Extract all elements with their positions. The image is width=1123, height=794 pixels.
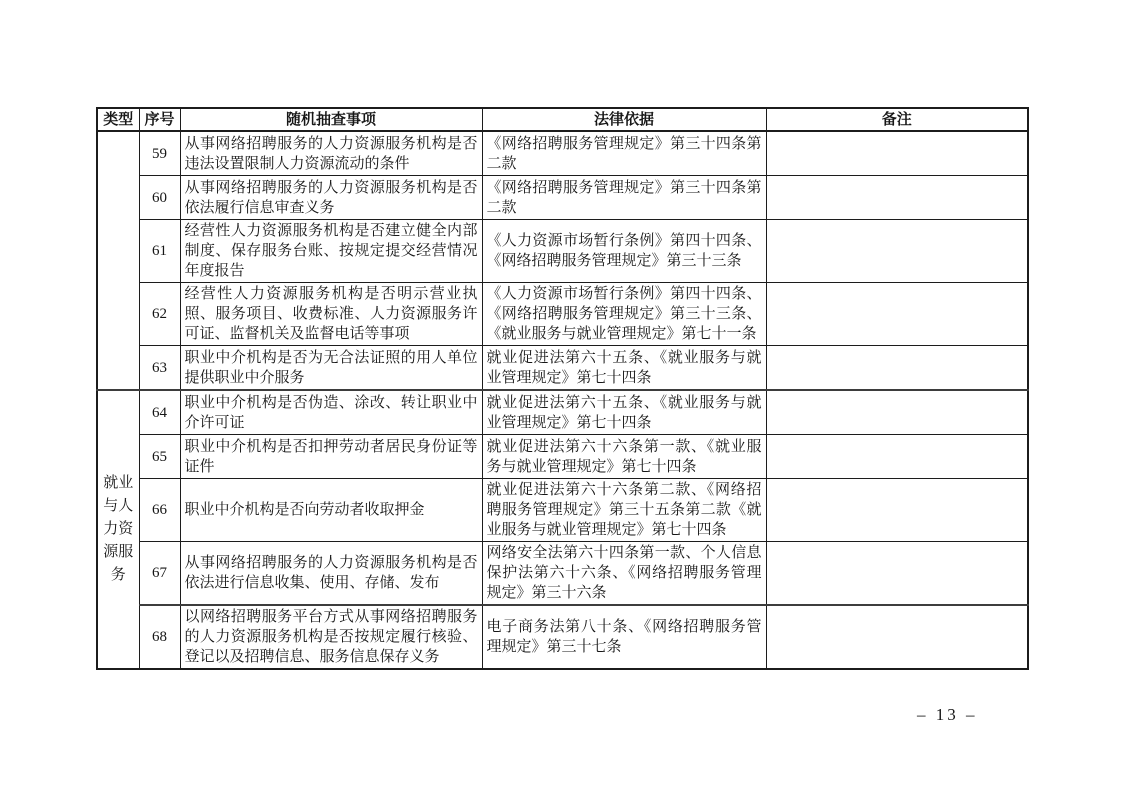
page-number: – 13 –: [917, 705, 978, 724]
remark-cell: [766, 390, 1028, 435]
table-row: [97, 542, 1028, 606]
column-header: 序号: [139, 108, 180, 131]
table-row: [97, 605, 1028, 669]
legal-basis-cell: 《网络招聘服务管理规定》第三十四条第二款: [482, 131, 766, 176]
remark-cell: [766, 605, 1028, 669]
serial-number-cell: 65: [139, 435, 180, 479]
table-row: [97, 220, 1028, 283]
table-header-row: [97, 108, 1028, 131]
table-header: [97, 108, 1028, 131]
remark-cell: [766, 176, 1028, 220]
serial-number-cell: 66: [139, 479, 180, 542]
remark-cell: [766, 346, 1028, 391]
serial-number-cell: 59: [139, 131, 180, 176]
legal-basis-cell: 《人力资源市场暂行条例》第四十四条、《网络招聘服务管理规定》第三十三条: [482, 220, 766, 283]
serial-number-cell: 67: [139, 542, 180, 606]
type-cell: [97, 131, 139, 390]
random-inspection-table: [96, 107, 1029, 670]
serial-number-cell: 68: [139, 605, 180, 669]
inspection-item-cell: 职业中介机构是否为无合法证照的用人单位提供职业中介服务: [180, 346, 482, 391]
inspection-item-cell: 从事网络招聘服务的人力资源服务机构是否依法履行信息审查义务: [180, 176, 482, 220]
inspection-item-cell: 以网络招聘服务平台方式从事网络招聘服务的人力资源服务机构是否按规定履行核验、登记以及招聘信息、服务信息保存义务: [180, 605, 482, 669]
inspection-item-cell: 从事网络招聘服务的人力资源服务机构是否违法设置限制人力资源流动的条件: [180, 131, 482, 176]
serial-number-cell: 63: [139, 346, 180, 391]
inspection-item-cell: 职业中介机构是否向劳动者收取押金: [180, 479, 482, 542]
table-row: [97, 435, 1028, 479]
serial-number-cell: 60: [139, 176, 180, 220]
inspection-item-cell: 职业中介机构是否扣押劳动者居民身份证等证件: [180, 435, 482, 479]
column-header: 备注: [766, 108, 1028, 131]
legal-basis-cell: 电子商务法第八十条、《网络招聘服务管理规定》第三十七条: [482, 605, 766, 669]
remark-cell: [766, 220, 1028, 283]
serial-number-cell: 61: [139, 220, 180, 283]
inspection-item-cell: 职业中介机构是否伪造、涂改、转让职业中介许可证: [180, 390, 482, 435]
legal-basis-cell: 就业促进法第六十六条第一款、《就业服务与就业管理规定》第七十四条: [482, 435, 766, 479]
remark-cell: [766, 131, 1028, 176]
remark-cell: [766, 283, 1028, 346]
legal-basis-cell: 就业促进法第六十五条、《就业服务与就业管理规定》第七十四条: [482, 390, 766, 435]
inspection-item-cell: 经营性人力资源服务机构是否建立健全内部制度、保存服务台账、按规定提交经营情况年度报告: [180, 220, 482, 283]
remark-cell: [766, 479, 1028, 542]
table-row: [97, 479, 1028, 542]
remark-cell: [766, 542, 1028, 606]
legal-basis-cell: 网络安全法第六十四条第一款、个人信息保护法第六十六条、《网络招聘服务管理规定》第三十六条: [482, 542, 766, 606]
table-row: [97, 390, 1028, 435]
inspection-item-cell: 经营性人力资源服务机构是否明示营业执照、服务项目、收费标准、人力资源服务许可证、监督机关及监督电话等事项: [180, 283, 482, 346]
legal-basis-cell: 就业促进法第六十六条第二款、《网络招聘服务管理规定》第三十五条第二款《就业服务与就业管理规定》第七十四条: [482, 479, 766, 542]
table-body: [97, 131, 1028, 669]
legal-basis-cell: 《人力资源市场暂行条例》第四十四条、《网络招聘服务管理规定》第三十三条、《就业服务与就业管理规定》第七十一条: [482, 283, 766, 346]
column-header: 法律依据: [482, 108, 766, 131]
serial-number-cell: 62: [139, 283, 180, 346]
table-row: [97, 283, 1028, 346]
inspection-item-cell: 从事网络招聘服务的人力资源服务机构是否依法进行信息收集、使用、存储、发布: [180, 542, 482, 606]
legal-basis-cell: 就业促进法第六十五条、《就业服务与就业管理规定》第七十四条: [482, 346, 766, 391]
serial-number-cell: 64: [139, 390, 180, 435]
table-row: [97, 176, 1028, 220]
type-cell: 就业与人力资源服务: [97, 390, 139, 669]
legal-basis-cell: 《网络招聘服务管理规定》第三十四条第二款: [482, 176, 766, 220]
remark-cell: [766, 435, 1028, 479]
table-row: [97, 131, 1028, 176]
table-row: [97, 346, 1028, 391]
column-header: 随机抽查事项: [180, 108, 482, 131]
column-header: 类型: [97, 108, 139, 131]
